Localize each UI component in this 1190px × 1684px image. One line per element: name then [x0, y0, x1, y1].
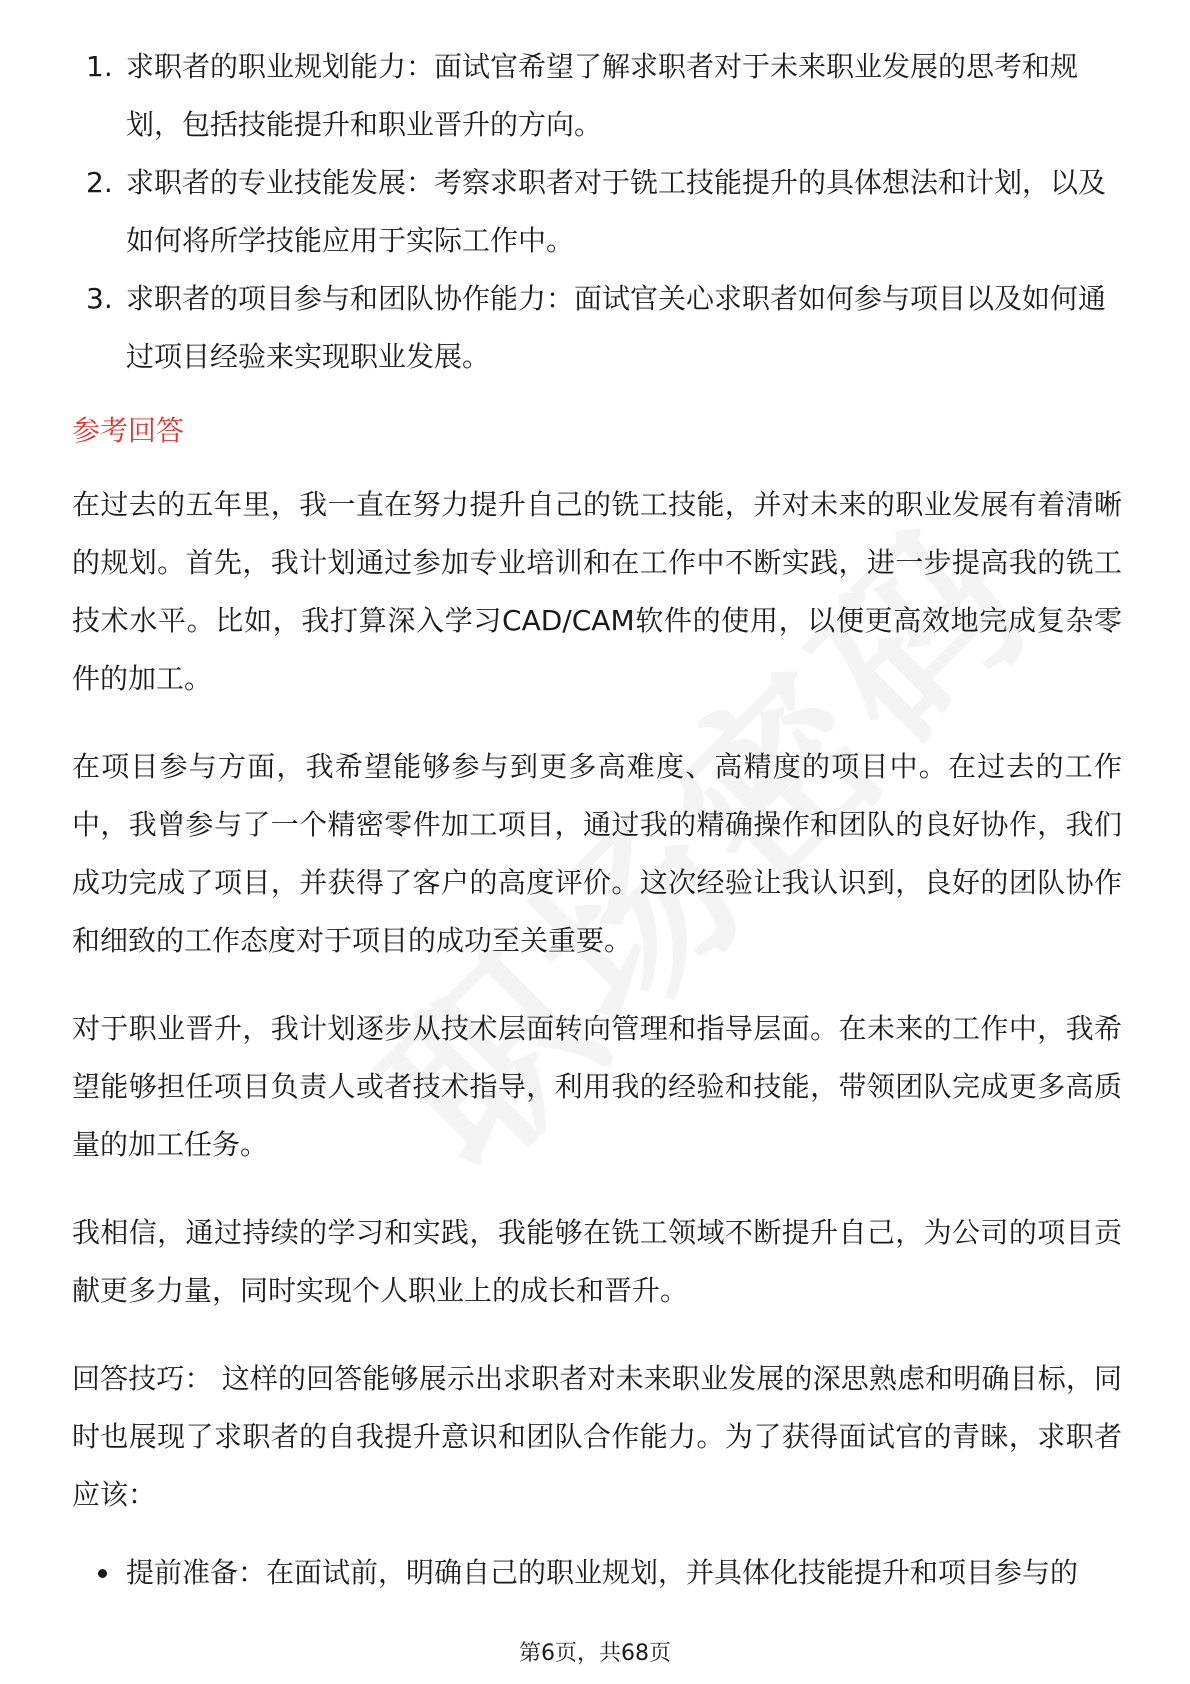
page-content	[72, 38, 1122, 1602]
answer-paragraph: 在项目参与方面，我希望能够参与到更多高难度、高精度的项目中。在过去的工作中，我曾参与了一个精密零件加工项目，通过我的精确操作和团队的良好协作，我们成功完成了项目，并获得了客户的高度评价。这次经验让我认识到，良好的团队协作和细致的工作态度对于项目的成功至关重要。	[72, 750, 1122, 957]
answer-tips: 回答技巧： 这样的回答能够展示出求职者对未来职业发展的深思熟虑和明确目标，同时也展现了求职者的自我提升意识和团队合作能力。为了获得面试官的青睐，求职者应该：	[72, 1362, 1122, 1511]
page-footer: 第6页，共68页	[519, 1641, 671, 1666]
question-text: 求职者的项目参与和团队协作能力：面试官关心求职者如何参与项目以及如何通过项目经验来实现职业发展。	[126, 282, 1107, 373]
question-item	[72, 154, 1122, 270]
question-text: 求职者的职业规划能力：面试官希望了解求职者对于未来职业发展的思考和规划，包括技能提升和职业晋升的方向。	[126, 50, 1079, 141]
bullet-dot-icon	[98, 1569, 107, 1578]
bullet-text: 提前准备：在面试前，明确自己的职业规划，并具体化技能提升和项目参与的	[126, 1556, 1079, 1589]
question-number: 1.	[86, 50, 113, 83]
question-item	[72, 38, 1122, 154]
answer-paragraph: 在过去的五年里，我一直在努力提升自己的铣工技能，并对未来的职业发展有着清晰的规划。首先，我计划通过参加专业培训和在工作中不断实践，进一步提高我的铣工技术水平。比如，我打算深入学习CAD/CAM软件的使用，以便更高效地完成复杂零件的加工。	[72, 488, 1122, 695]
answer-paragraph: 对于职业晋升，我计划逐步从技术层面转向管理和指导层面。在未来的工作中，我希望能够担任项目负责人或者技术指导，利用我的经验和技能，带领团队完成更多高质量的加工任务。	[72, 1012, 1122, 1161]
answer-paragraph: 我相信，通过持续的学习和实践，我能够在铣工领域不断提升自己，为公司的项目贡献更多力量，同时实现个人职业上的成长和晋升。	[72, 1216, 1122, 1307]
question-number: 2.	[86, 166, 113, 199]
question-item	[72, 270, 1122, 386]
tips-bullet-list	[72, 1544, 1122, 1602]
question-text: 求职者的专业技能发展：考察求职者对于铣工技能提升的具体想法和计划，以及如何将所学技能应用于实际工作中。	[126, 166, 1107, 257]
bullet-item	[72, 1544, 1122, 1602]
question-list	[72, 38, 1122, 386]
question-number: 3.	[86, 282, 113, 315]
section-title: 参考回答	[72, 414, 185, 447]
